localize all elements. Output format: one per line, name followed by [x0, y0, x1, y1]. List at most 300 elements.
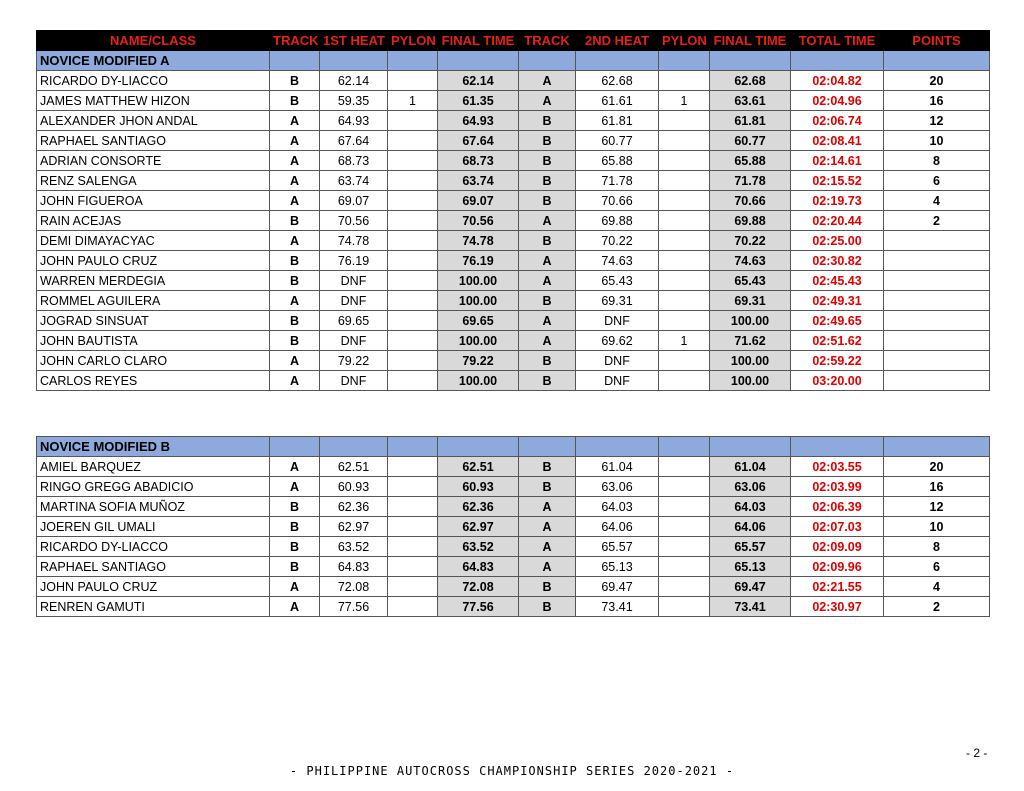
track-1: B [270, 557, 320, 577]
track-2: A [519, 91, 576, 111]
col-header-track-1: TRACK [270, 31, 320, 51]
header-row [37, 31, 990, 51]
final-time-1: 100.00 [438, 331, 519, 351]
racer-name: AMIEL BARQUEZ [37, 457, 270, 477]
total-time: 02:04.82 [791, 71, 884, 91]
track-1: A [270, 291, 320, 311]
pylon-1 [388, 557, 438, 577]
pylon-2 [659, 477, 710, 497]
class-header-cell [884, 437, 990, 457]
heat-2-time: 65.13 [576, 557, 659, 577]
col-header-pylon-2: PYLON [659, 31, 710, 51]
track-2: A [519, 271, 576, 291]
total-time: 03:20.00 [791, 371, 884, 391]
track-2: B [519, 477, 576, 497]
pylon-1 [388, 371, 438, 391]
pylon-2 [659, 131, 710, 151]
table-row [37, 517, 990, 537]
pylon-1 [388, 291, 438, 311]
total-time: 02:20.44 [791, 211, 884, 231]
final-time-2: 69.47 [710, 577, 791, 597]
heat-1-time: 60.93 [320, 477, 388, 497]
final-time-2: 70.22 [710, 231, 791, 251]
final-time-2: 73.41 [710, 597, 791, 617]
pylon-2 [659, 251, 710, 271]
final-time-1: 69.07 [438, 191, 519, 211]
class-title: NOVICE MODIFIED A [37, 51, 270, 71]
racer-name: JOHN PAULO CRUZ [37, 251, 270, 271]
class-header-cell [438, 51, 519, 71]
track-2: B [519, 191, 576, 211]
table-row [37, 131, 990, 151]
points: 20 [884, 71, 990, 91]
final-time-2: 100.00 [710, 351, 791, 371]
final-time-1: 100.00 [438, 291, 519, 311]
table-row [37, 211, 990, 231]
pylon-2 [659, 271, 710, 291]
class-header-cell [320, 437, 388, 457]
track-2: B [519, 151, 576, 171]
pylon-1 [388, 71, 438, 91]
track-1: A [270, 577, 320, 597]
heat-2-time: DNF [576, 311, 659, 331]
pylon-1 [388, 151, 438, 171]
class-header-cell [710, 51, 791, 71]
final-time-2: 63.61 [710, 91, 791, 111]
col-header-1st-heat: 1ST HEAT [320, 31, 388, 51]
heat-1-time: 64.83 [320, 557, 388, 577]
heat-2-time: 65.57 [576, 537, 659, 557]
final-time-2: 71.78 [710, 171, 791, 191]
pylon-1 [388, 351, 438, 371]
points: 12 [884, 111, 990, 131]
track-2: A [519, 71, 576, 91]
col-header-final-time-1: FINAL TIME [438, 31, 519, 51]
total-time: 02:25.00 [791, 231, 884, 251]
class-header-cell [270, 437, 320, 457]
racer-name: RAPHAEL SANTIAGO [37, 131, 270, 151]
class-header-cell [710, 437, 791, 457]
total-time: 02:07.03 [791, 517, 884, 537]
final-time-1: 67.64 [438, 131, 519, 151]
total-time: 02:09.96 [791, 557, 884, 577]
class-title: NOVICE MODIFIED B [37, 437, 270, 457]
pylon-1 [388, 517, 438, 537]
track-2: B [519, 171, 576, 191]
table-row [37, 351, 990, 371]
total-time: 02:30.82 [791, 251, 884, 271]
points [884, 231, 990, 251]
track-1: B [270, 311, 320, 331]
final-time-2: 100.00 [710, 311, 791, 331]
points: 10 [884, 517, 990, 537]
pylon-2 [659, 291, 710, 311]
table-row [37, 371, 990, 391]
final-time-1: 74.78 [438, 231, 519, 251]
heat-1-time: 76.19 [320, 251, 388, 271]
heat-1-time: 62.97 [320, 517, 388, 537]
total-time: 02:06.74 [791, 111, 884, 131]
points: 8 [884, 151, 990, 171]
pylon-2 [659, 577, 710, 597]
track-2: B [519, 371, 576, 391]
pylon-2 [659, 537, 710, 557]
heat-2-time: 62.68 [576, 71, 659, 91]
track-1: A [270, 111, 320, 131]
total-time: 02:21.55 [791, 577, 884, 597]
table-row [37, 91, 990, 111]
heat-1-time: 64.93 [320, 111, 388, 131]
track-2: A [519, 251, 576, 271]
heat-1-time: 63.74 [320, 171, 388, 191]
table-row [37, 477, 990, 497]
final-time-2: 61.81 [710, 111, 791, 131]
table-row [37, 497, 990, 517]
table-row [37, 311, 990, 331]
final-time-2: 71.62 [710, 331, 791, 351]
heat-2-time: 73.41 [576, 597, 659, 617]
pylon-1 [388, 191, 438, 211]
points: 2 [884, 211, 990, 231]
pylon-1 [388, 331, 438, 351]
racer-name: ROMMEL AGUILERA [37, 291, 270, 311]
pylon-1 [388, 457, 438, 477]
track-2: B [519, 131, 576, 151]
final-time-1: 68.73 [438, 151, 519, 171]
table-row [37, 457, 990, 477]
heat-1-time: 68.73 [320, 151, 388, 171]
page-footer: - PHILIPPINE AUTOCROSS CHAMPIONSHIP SERIES 2020-2021 - [289, 764, 735, 778]
col-header-total-time: TOTAL TIME [791, 31, 884, 51]
pylon-2 [659, 311, 710, 331]
class-header-cell [388, 51, 438, 71]
heat-2-time: 69.31 [576, 291, 659, 311]
track-2: B [519, 231, 576, 251]
total-time: 02:49.31 [791, 291, 884, 311]
heat-2-time: 61.81 [576, 111, 659, 131]
table-row [37, 251, 990, 271]
heat-1-time: 69.07 [320, 191, 388, 211]
heat-2-time: 69.88 [576, 211, 659, 231]
racer-name: RENREN GAMUTI [37, 597, 270, 617]
points: 2 [884, 597, 990, 617]
track-1: B [270, 331, 320, 351]
col-header-2nd-heat: 2ND HEAT [576, 31, 659, 51]
heat-1-time: DNF [320, 331, 388, 351]
heat-1-time: 62.36 [320, 497, 388, 517]
col-header-pylon-1: PYLON [388, 31, 438, 51]
racer-name: RICARDO DY-LIACCO [37, 71, 270, 91]
pylon-1 [388, 597, 438, 617]
racer-name: MARTINA SOFIA MUÑOZ [37, 497, 270, 517]
pylon-1 [388, 211, 438, 231]
racer-name: RAPHAEL SANTIAGO [37, 557, 270, 577]
final-time-2: 65.88 [710, 151, 791, 171]
heat-2-time: DNF [576, 351, 659, 371]
final-time-1: 62.51 [438, 457, 519, 477]
track-2: A [519, 311, 576, 331]
pylon-2 [659, 151, 710, 171]
final-time-2: 64.06 [710, 517, 791, 537]
final-time-2: 100.00 [710, 371, 791, 391]
track-1: A [270, 457, 320, 477]
pylon-1 [388, 577, 438, 597]
pylon-2 [659, 497, 710, 517]
class-header-cell [884, 51, 990, 71]
racer-name: RAIN ACEJAS [37, 211, 270, 231]
final-time-2: 69.88 [710, 211, 791, 231]
heat-1-time: 79.22 [320, 351, 388, 371]
page-number: - 2 - [966, 746, 988, 760]
total-time: 02:04.96 [791, 91, 884, 111]
heat-2-time: 74.63 [576, 251, 659, 271]
final-time-1: 100.00 [438, 271, 519, 291]
pylon-1: 1 [388, 91, 438, 111]
heat-2-time: 60.77 [576, 131, 659, 151]
table-row [37, 577, 990, 597]
class-header-cell [519, 437, 576, 457]
heat-1-time: DNF [320, 291, 388, 311]
final-time-1: 72.08 [438, 577, 519, 597]
pylon-1 [388, 131, 438, 151]
results-table-novice-modified-b [36, 436, 990, 617]
track-1: B [270, 497, 320, 517]
track-2: B [519, 291, 576, 311]
track-1: B [270, 211, 320, 231]
final-time-1: 63.52 [438, 537, 519, 557]
pylon-2 [659, 211, 710, 231]
table-row [37, 151, 990, 171]
track-2: A [519, 537, 576, 557]
heat-2-time: 61.61 [576, 91, 659, 111]
total-time: 02:51.62 [791, 331, 884, 351]
pylon-2 [659, 597, 710, 617]
track-1: A [270, 477, 320, 497]
col-header-name-class: NAME/CLASS [37, 31, 270, 51]
heat-2-time: 70.22 [576, 231, 659, 251]
points: 6 [884, 557, 990, 577]
racer-name: JOHN PAULO CRUZ [37, 577, 270, 597]
final-time-2: 65.13 [710, 557, 791, 577]
track-1: B [270, 91, 320, 111]
racer-name: JOHN BAUTISTA [37, 331, 270, 351]
total-time: 02:45.43 [791, 271, 884, 291]
total-time: 02:08.41 [791, 131, 884, 151]
heat-1-time: 62.14 [320, 71, 388, 91]
track-2: B [519, 111, 576, 131]
table-row [37, 111, 990, 131]
racer-name: WARREN MERDEGIA [37, 271, 270, 291]
heat-1-time: 63.52 [320, 537, 388, 557]
points: 10 [884, 131, 990, 151]
results-table-novice-modified-a [36, 30, 990, 391]
points: 16 [884, 91, 990, 111]
final-time-2: 74.63 [710, 251, 791, 271]
class-header-cell [270, 51, 320, 71]
heat-2-time: 64.06 [576, 517, 659, 537]
pylon-1 [388, 537, 438, 557]
final-time-2: 65.43 [710, 271, 791, 291]
racer-name: RENZ SALENGA [37, 171, 270, 191]
final-time-1: 61.35 [438, 91, 519, 111]
table-row [37, 231, 990, 251]
track-2: A [519, 557, 576, 577]
col-header-track-2: TRACK [519, 31, 576, 51]
track-1: B [270, 537, 320, 557]
heat-1-time: 74.78 [320, 231, 388, 251]
final-time-1: 64.83 [438, 557, 519, 577]
track-2: A [519, 211, 576, 231]
pylon-2 [659, 457, 710, 477]
total-time: 02:49.65 [791, 311, 884, 331]
points [884, 291, 990, 311]
heat-2-time: 65.88 [576, 151, 659, 171]
heat-2-time: 61.04 [576, 457, 659, 477]
final-time-2: 65.57 [710, 537, 791, 557]
class-header-row [37, 51, 990, 71]
track-1: B [270, 517, 320, 537]
pylon-1 [388, 251, 438, 271]
track-1: A [270, 597, 320, 617]
class-header-cell [791, 437, 884, 457]
final-time-1: 100.00 [438, 371, 519, 391]
track-2: B [519, 577, 576, 597]
track-2: A [519, 331, 576, 351]
class-header-cell [519, 51, 576, 71]
pylon-1 [388, 271, 438, 291]
final-time-1: 77.56 [438, 597, 519, 617]
final-time-1: 62.97 [438, 517, 519, 537]
heat-2-time: 64.03 [576, 497, 659, 517]
racer-name: JAMES MATTHEW HIZON [37, 91, 270, 111]
heat-1-time: 77.56 [320, 597, 388, 617]
track-1: A [270, 171, 320, 191]
racer-name: DEMI DIMAYACYAC [37, 231, 270, 251]
final-time-1: 64.93 [438, 111, 519, 131]
points [884, 371, 990, 391]
table-row [37, 171, 990, 191]
heat-1-time: 69.65 [320, 311, 388, 331]
pylon-1 [388, 311, 438, 331]
total-time: 02:09.09 [791, 537, 884, 557]
total-time: 02:59.22 [791, 351, 884, 371]
total-time: 02:03.99 [791, 477, 884, 497]
points: 4 [884, 191, 990, 211]
track-2: B [519, 597, 576, 617]
racer-name: ALEXANDER JHON ANDAL [37, 111, 270, 131]
heat-1-time: 72.08 [320, 577, 388, 597]
final-time-1: 79.22 [438, 351, 519, 371]
track-2: A [519, 517, 576, 537]
class-header-cell [791, 51, 884, 71]
table-row [37, 331, 990, 351]
total-time: 02:30.97 [791, 597, 884, 617]
heat-2-time: 71.78 [576, 171, 659, 191]
pylon-1 [388, 231, 438, 251]
points: 12 [884, 497, 990, 517]
class-header-cell [320, 51, 388, 71]
final-time-2: 63.06 [710, 477, 791, 497]
track-2: A [519, 497, 576, 517]
track-1: A [270, 131, 320, 151]
track-1: A [270, 371, 320, 391]
final-time-2: 62.68 [710, 71, 791, 91]
pylon-2 [659, 371, 710, 391]
points: 16 [884, 477, 990, 497]
points [884, 271, 990, 291]
pylon-2: 1 [659, 331, 710, 351]
track-1: A [270, 231, 320, 251]
heat-2-time: 65.43 [576, 271, 659, 291]
final-time-1: 62.36 [438, 497, 519, 517]
points: 4 [884, 577, 990, 597]
class-header-cell [576, 437, 659, 457]
racer-name: ADRIAN CONSORTE [37, 151, 270, 171]
points: 6 [884, 171, 990, 191]
racer-name: JOGRAD SINSUAT [37, 311, 270, 331]
racer-name: JOHN CARLO CLARO [37, 351, 270, 371]
final-time-2: 60.77 [710, 131, 791, 151]
final-time-1: 62.14 [438, 71, 519, 91]
points: 20 [884, 457, 990, 477]
racer-name: RICARDO DY-LIACCO [37, 537, 270, 557]
final-time-2: 64.03 [710, 497, 791, 517]
heat-1-time: DNF [320, 371, 388, 391]
pylon-1 [388, 171, 438, 191]
table-row [37, 597, 990, 617]
class-header-cell [388, 437, 438, 457]
pylon-2 [659, 171, 710, 191]
class-header-cell [659, 51, 710, 71]
points [884, 331, 990, 351]
table-row [37, 71, 990, 91]
heat-2-time: 69.47 [576, 577, 659, 597]
track-1: B [270, 71, 320, 91]
col-header-final-time-2: FINAL TIME [710, 31, 791, 51]
pylon-2: 1 [659, 91, 710, 111]
pylon-2 [659, 191, 710, 211]
track-2: B [519, 457, 576, 477]
heat-2-time: 69.62 [576, 331, 659, 351]
racer-name: CARLOS REYES [37, 371, 270, 391]
table-row [37, 191, 990, 211]
heat-1-time: DNF [320, 271, 388, 291]
heat-1-time: 62.51 [320, 457, 388, 477]
pylon-2 [659, 71, 710, 91]
points [884, 351, 990, 371]
final-time-2: 70.66 [710, 191, 791, 211]
table-row [37, 537, 990, 557]
total-time: 02:03.55 [791, 457, 884, 477]
heat-1-time: 70.56 [320, 211, 388, 231]
pylon-2 [659, 517, 710, 537]
track-2: B [519, 351, 576, 371]
points: 8 [884, 537, 990, 557]
track-1: B [270, 251, 320, 271]
pylon-2 [659, 111, 710, 131]
final-time-1: 60.93 [438, 477, 519, 497]
pylon-2 [659, 351, 710, 371]
pylon-2 [659, 231, 710, 251]
track-1: A [270, 351, 320, 371]
pylon-1 [388, 477, 438, 497]
col-header-points: POINTS [884, 31, 990, 51]
class-header-row [37, 437, 990, 457]
total-time: 02:14.61 [791, 151, 884, 171]
class-header-cell [576, 51, 659, 71]
total-time: 02:19.73 [791, 191, 884, 211]
pylon-1 [388, 111, 438, 131]
